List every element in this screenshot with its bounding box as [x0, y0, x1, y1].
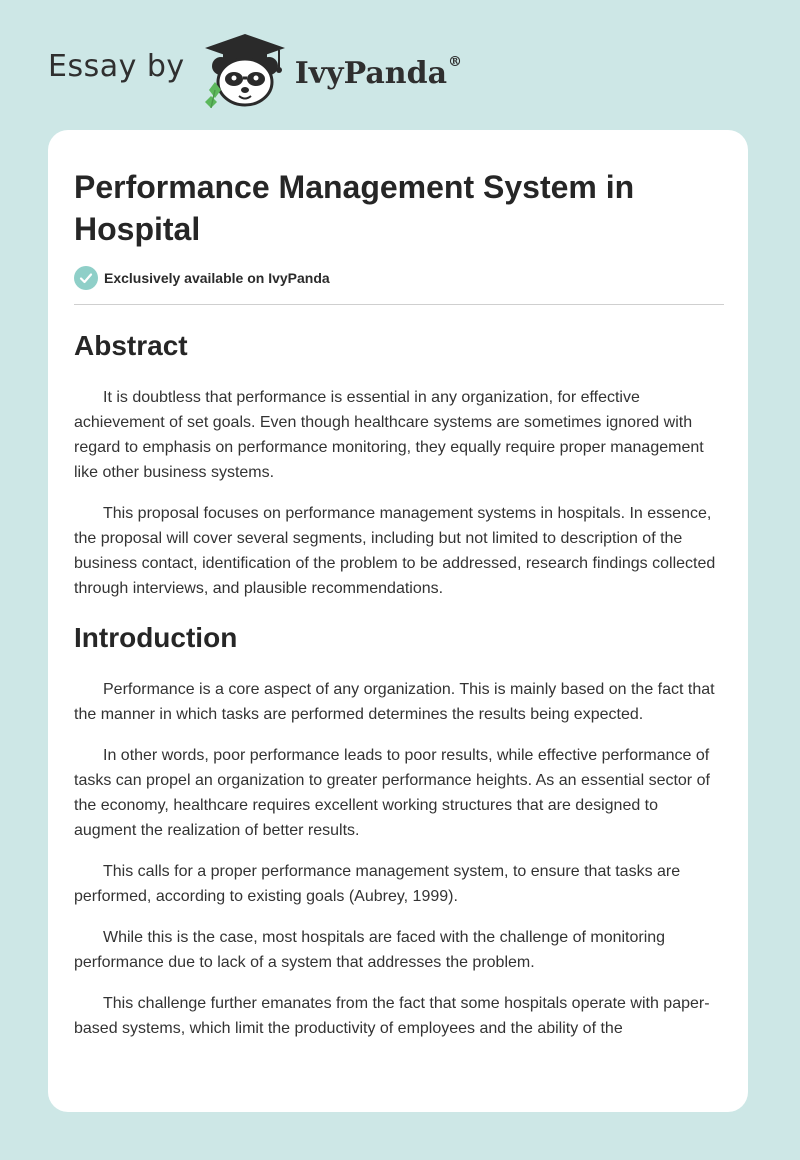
exclusive-badge: [74, 266, 724, 290]
section-heading-introduction: Introduction: [74, 622, 238, 653]
essay-by-label: Essay by: [48, 48, 185, 84]
essay-card: [48, 130, 748, 1112]
introduction-paragraph: In other words, poor performance leads to poor results, while effective performance of tasks can propel an organization to greater performance heights. As an essential sector of the economy, healthcare requires excellent working structures that are designed to augment the realization of better results.: [74, 747, 710, 839]
introduction-paragraph: While this is the case, most hospitals are faced with the challenge of monitoring performance due to lack of a system that addresses the problem.: [74, 929, 666, 971]
ivypanda-logo-link[interactable]: [201, 30, 462, 110]
exclusive-label: Exclusively available on IvyPanda: [104, 270, 330, 286]
check-icon: [74, 266, 98, 290]
brand-text: IvyPanda: [294, 55, 448, 91]
introduction-paragraph: Performance is a core aspect of any organization. This is mainly based on the fact that the manner in which tasks are performed determines the results being expected.: [74, 681, 715, 723]
essay-content: [74, 166, 724, 1041]
introduction-paragraph: This challenge further emanates from the fact that some hospitals operate with paper-based systems, which limit the productivity of employees and the ability of the: [74, 995, 710, 1037]
title-divider: [74, 304, 724, 305]
essay-title: Performance Management System in Hospital: [74, 169, 635, 247]
ivypanda-brand-name: [294, 53, 463, 91]
abstract-paragraph: It is doubtless that performance is essential in any organization, for effective achievement of set goals. Even though healthcare systems are sometimes ignored with regard to emphasis on performance monitoring, they equally require proper management like other business systems.: [74, 389, 704, 481]
registered-mark: ®: [448, 53, 463, 70]
section-heading-abstract: Abstract: [74, 330, 188, 361]
abstract-paragraph: This proposal focuses on performance management systems in hospitals. In essence, the proposal will cover several segments, including but not limited to description of the business contact, identification of the problem to be addressed, research findings collected through interviews, and plausible recommendations.: [74, 505, 716, 597]
site-header: [48, 30, 768, 110]
panda-graduate-icon: [201, 30, 289, 110]
introduction-paragraph: This calls for a proper performance management system, to ensure that tasks are performed, according to existing goals (Aubrey, 1999).: [74, 863, 681, 905]
